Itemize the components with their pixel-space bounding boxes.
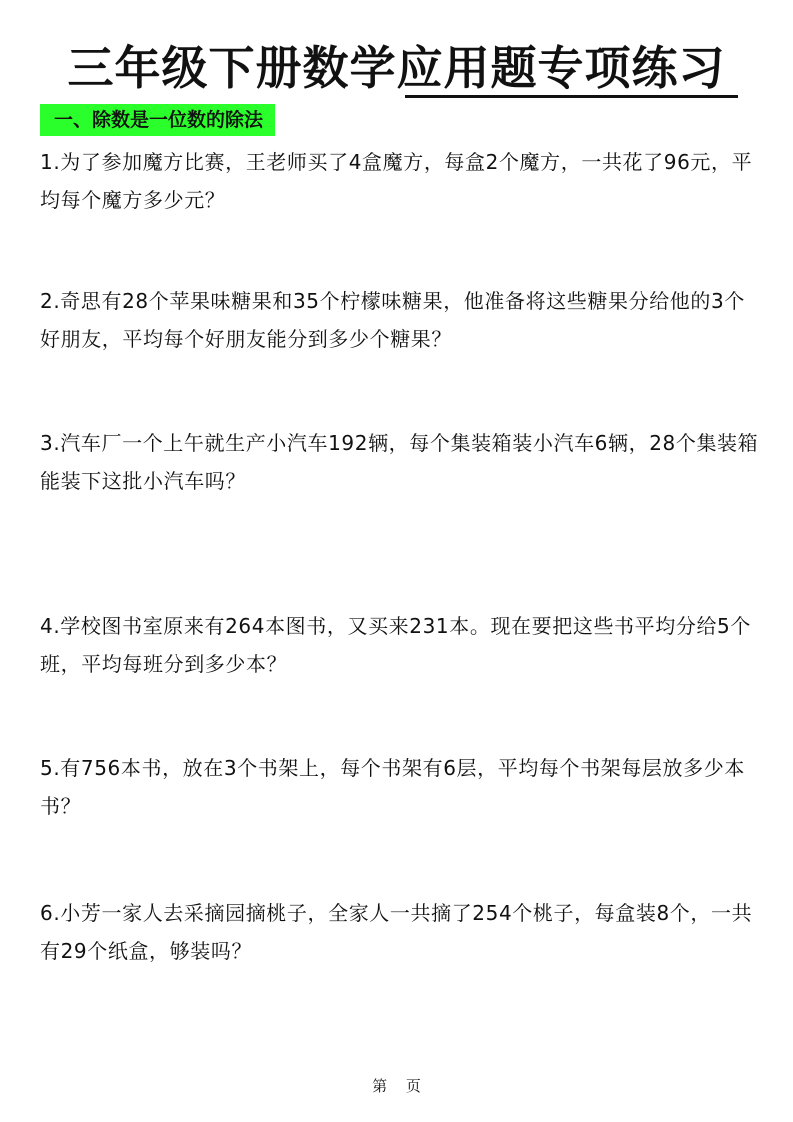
question-6 xyxy=(40,894,760,970)
question-number: 5. xyxy=(40,756,61,780)
question-number: 6. xyxy=(40,901,61,925)
page-title: 三年级下册数学应用题专项练习 xyxy=(67,41,726,95)
question-number: 1. xyxy=(40,150,61,174)
page-number-label: 第 页 xyxy=(372,1077,421,1095)
question-4 xyxy=(40,607,760,683)
question-text: 小芳一家人去采摘园摘桃子，全家人一共摘了254个桃子，每盒装8个，一共有29个纸盒，够装吗？ xyxy=(40,901,753,963)
question-5 xyxy=(40,749,760,825)
question-text: 有756本书，放在3个书架上，每个书架有6层，平均每个书架每层放多少本书？ xyxy=(40,756,745,818)
question-3 xyxy=(40,424,760,500)
question-text: 汽车厂一个上午就生产小汽车192辆，每个集装箱装小汽车6辆，28个集装箱能装下这批小汽车吗？ xyxy=(40,431,759,493)
question-number: 2. xyxy=(40,289,61,313)
question-number: 4. xyxy=(40,614,61,638)
question-number: 3. xyxy=(40,431,61,455)
question-text: 为了参加魔方比赛，王老师买了4盒魔方，每盒2个魔方，一共花了96元，平均每个魔方多少元？ xyxy=(40,150,753,212)
question-2 xyxy=(40,282,760,358)
title-underline xyxy=(405,95,738,98)
question-text: 奇思有28个苹果味糖果和35个柠檬味糖果，他准备将这些糖果分给他的3个好朋友，平均每个好朋友能分到多少个糖果？ xyxy=(40,289,745,351)
question-1 xyxy=(40,143,760,219)
question-text: 学校图书室原来有264本图书，又买来231本。现在要把这些书平均分给5个班，平均每班分到多少本？ xyxy=(40,614,751,676)
section-heading: 一、除数是一位数的除法 xyxy=(40,104,275,136)
